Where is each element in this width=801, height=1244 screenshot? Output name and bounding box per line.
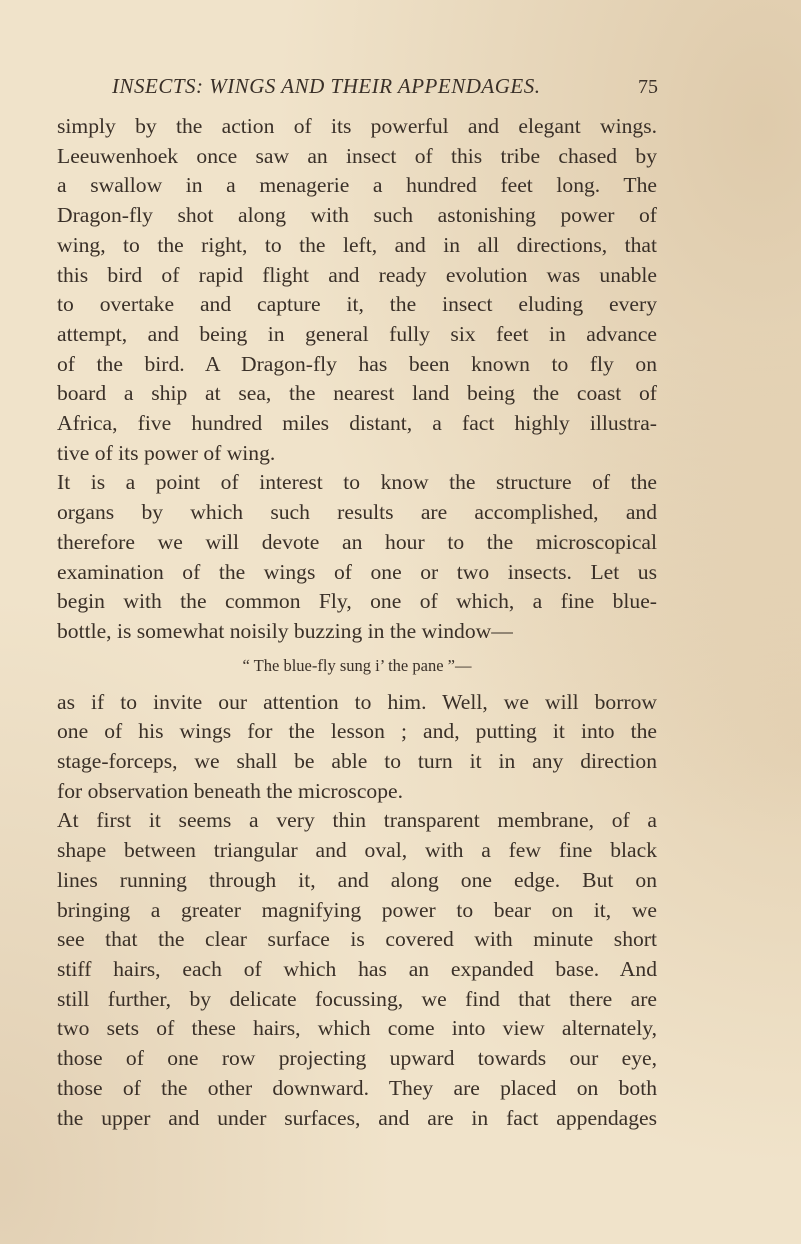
text-line: one of his wings for the lesson ; and, putting it into the	[57, 719, 657, 744]
text-line: simply by the action of its powerful and elegant wings.	[57, 114, 657, 138]
running-head	[112, 74, 658, 104]
text-line: those of one row projecting upward towards our eye,	[57, 1046, 657, 1071]
text-line: stiff hairs, each of which has an expanded base. And	[57, 956, 657, 981]
text-line: stage-forceps, we shall be able to turn it in any direction	[57, 749, 657, 774]
page-number: 75	[638, 76, 658, 98]
text-line: organs by which such results are accomplished, and	[57, 500, 657, 525]
text-line: tive of its power of wing.	[57, 440, 276, 465]
text-line: therefore we will devote an hour to the microscopical	[57, 529, 657, 554]
running-title: INSECTS: WINGS AND THEIR APPENDAGES.	[112, 74, 541, 98]
text-line: At first it seems a very thin transparent membrane, of a	[57, 808, 657, 833]
text-line: shape between triangular and oval, with a few fine black	[57, 838, 657, 863]
text-line: bottle, is somewhat noisily buzzing in the window—	[57, 618, 513, 643]
text-line: begin with the common Fly, one of which, a fine blue-	[57, 589, 657, 614]
text-line: still further, by delicate focussing, we find that there are	[57, 986, 657, 1011]
text-line: bringing a greater magnifying power to bear on it, we	[57, 897, 657, 922]
text-line: this bird of rapid flight and ready evolution was unable	[57, 262, 657, 287]
text-line: attempt, and being in general fully six feet in advance	[57, 321, 657, 346]
text-line: for observation beneath the microscope.	[57, 778, 403, 803]
text-line: board a ship at sea, the nearest land being the coast of	[57, 381, 657, 406]
text-line: a swallow in a menagerie a hundred feet long. The	[57, 173, 657, 198]
text-line: two sets of these hairs, which come into view alternately,	[57, 1016, 657, 1041]
text-line: of the bird. A Dragon-fly has been known to fly on	[57, 351, 657, 376]
text-line: see that the clear surface is covered with minute short	[57, 927, 657, 952]
text-line: Leeuwenhoek once saw an insect of this tribe chased by	[57, 143, 657, 168]
text-line: those of the other downward. They are placed on both	[57, 1075, 657, 1100]
text-line: as if to invite our attention to him. Well, we will borrow	[57, 689, 657, 714]
text-line: lines running through it, and along one edge. But on	[57, 867, 657, 892]
quotation: “ The blue-fly sung i’ the pane ”—	[242, 655, 472, 675]
text-line: to overtake and capture it, the insect eluding every	[57, 292, 657, 317]
text-line: the upper and under surfaces, and are in fact appendages	[57, 1105, 657, 1130]
text-line: examination of the wings of one or two insects. Let us	[57, 559, 657, 584]
body-text	[57, 112, 657, 1133]
text-line: Africa, five hundred miles distant, a fact highly illustra-	[57, 411, 657, 436]
text-line: wing, to the right, to the left, and in all directions, that	[57, 232, 657, 257]
text-line: It is a point of interest to know the structure of the	[57, 470, 657, 495]
text-line: Dragon-fly shot along with such astonishing power of	[57, 203, 657, 228]
